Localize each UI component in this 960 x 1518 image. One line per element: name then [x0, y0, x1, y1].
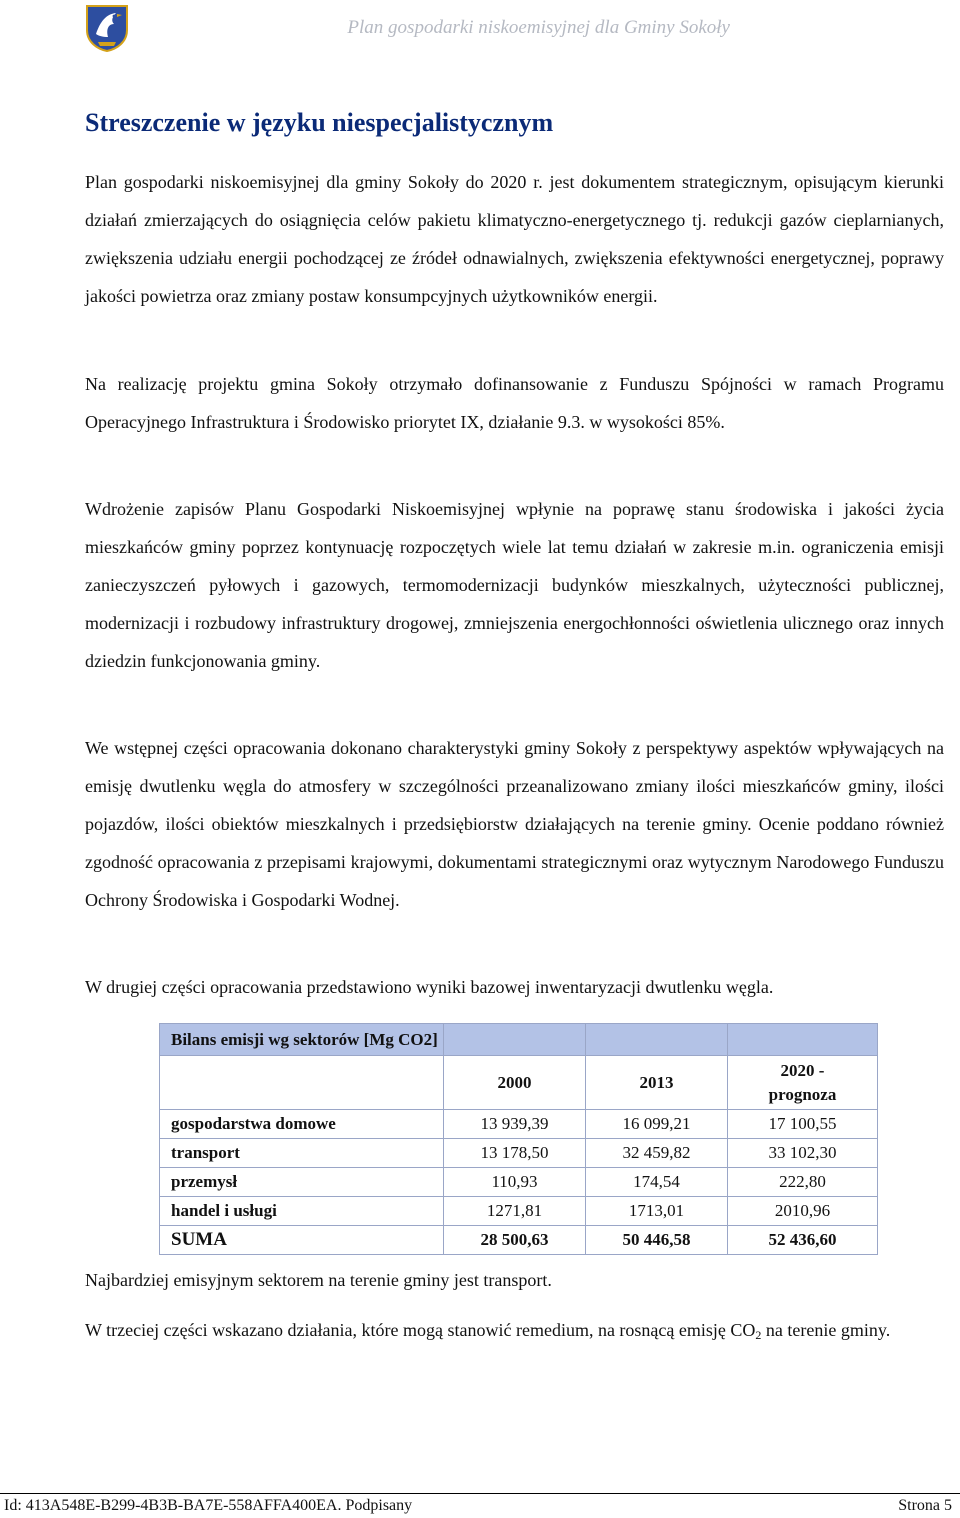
table-header-2020-note: prognoza — [768, 1084, 837, 1104]
paragraph-second-part: W drugiej części opracowania przedstawiono wyniki bazowej inwentaryzacji dwutlenku węgla. — [85, 977, 774, 997]
co2-subscript: 2 — [755, 1328, 762, 1342]
row-label: SUMA — [160, 1226, 444, 1255]
cell-2020: 17 100,55 — [728, 1110, 878, 1139]
cell-2020: 33 102,30 — [728, 1139, 878, 1168]
table-title: Bilans emisji wg sektorów [Mg CO2] — [160, 1024, 444, 1056]
cell-2020: 52 436,60 — [728, 1226, 878, 1255]
cell-2020: 222,80 — [728, 1168, 878, 1197]
paragraph-funding: Na realizację projektu gmina Sokoły otrzymało dofinansowanie z Funduszu Spójności w ramach Programu Operacyjnego Infrastruktura i Środowisko priorytet IX, działanie 9.3. w wysokości 85%. — [85, 374, 944, 432]
footer-page-number: Strona 5 — [898, 1497, 952, 1514]
table-title-cell — [444, 1024, 586, 1056]
cell-2020: 2010,96 — [728, 1197, 878, 1226]
table-header-empty — [160, 1056, 444, 1110]
table-title-cell — [586, 1024, 728, 1056]
page-title: Streszczenie w języku niespecjalistycznym — [85, 108, 554, 137]
table-header-2013: 2013 — [586, 1056, 728, 1110]
table-row — [160, 1110, 878, 1139]
footer-divider — [0, 1493, 960, 1494]
coat-of-arms-icon — [84, 4, 130, 52]
cell-2000: 110,93 — [444, 1168, 586, 1197]
table-header-2020 — [728, 1056, 878, 1110]
paragraph-third-part-start: W trzeciej części wskazano działania, które mogą stanowić remedium, na rosnącą emisję CO — [85, 1320, 756, 1340]
cell-2013: 50 446,58 — [586, 1226, 728, 1255]
row-label: handel i usługi — [160, 1197, 444, 1226]
paragraph-first-part: We wstępnej części opracowania dokonano charakterystyki gminy Sokoły z perspektywy aspektów wpływających na emisję dwutlenku węgla do atmosfery w szczególności przeanalizowano zmiany ilości mieszkańców gminy, ilości pojazdów, ilości obiektów mieszkalnych i przedsiębiorstw działających na terenie gminy. Ocenie poddano również zgodność opracowania z przepisami krajowymi, dokumentami strategicznymi oraz wytycznym Narodowego Funduszu Ochrony Środowiska i Gospodarki Wodnej. — [85, 738, 944, 910]
table-title-row — [160, 1024, 878, 1056]
row-label: transport — [160, 1139, 444, 1168]
row-label: gospodarstwa domowe — [160, 1110, 444, 1139]
table-header-2000: 2000 — [444, 1056, 586, 1110]
cell-2000: 28 500,63 — [444, 1226, 586, 1255]
table-row — [160, 1197, 878, 1226]
header-title: Plan gospodarki niskoemisyjnej dla Gminy Sokoły — [347, 17, 730, 38]
cell-2000: 13 178,50 — [444, 1139, 586, 1168]
table-header-2020-year: 2020 - — [780, 1060, 825, 1080]
row-label: przemysł — [160, 1168, 444, 1197]
table-row — [160, 1168, 878, 1197]
cell-2000: 1271,81 — [444, 1197, 586, 1226]
paragraph-implementation: Wdrożenie zapisów Planu Gospodarki Niskoemisyjnej wpłynie na poprawę stanu środowiska i jakości życia mieszkańców gminy poprzez kontynuację rozpoczętych wiele lat temu działań w zakresie m.in. ograniczenia emisji zanieczyszczeń pyłowych i gazowych, termomodernizacji budynków mieszkalnych, użyteczności publicznej, modernizacji i rozbudowy infrastruktury drogowej, zmniejszenia energochłonności oświetlenia ulicznego oraz innych dziedzin funkcjonowania gminy. — [85, 499, 944, 671]
cell-2013: 32 459,82 — [586, 1139, 728, 1168]
table-header-row — [160, 1056, 878, 1110]
paragraph-third-part-end: na terenie gminy. — [761, 1320, 891, 1340]
footer-document-id: Id: 413A548E-B299-4B3B-BA7E-558AFFA400EA. Podpisany — [4, 1497, 413, 1514]
cell-2000: 13 939,39 — [444, 1110, 586, 1139]
table-title-cell — [728, 1024, 878, 1056]
emissions-table — [159, 1023, 878, 1255]
cell-2013: 174,54 — [586, 1168, 728, 1197]
paragraph-intro: Plan gospodarki niskoemisyjnej dla gminy Sokoły do 2020 r. jest dokumentem strategicznym, opisującym kierunki działań zmierzających do osiągnięcia celów pakietu klimatyczno-energetycznego tj. redukcji gazów cieplarnianych, zwiększenia udziału energii pochodzącej ze źródeł odnawialnych, zwiększenia efektywności energetycznej, poprawy jakości powietrza oraz zmiany postaw konsumpcyjnych użytkowników energii. — [85, 172, 944, 306]
cell-2013: 1713,01 — [586, 1197, 728, 1226]
table-row-sum — [160, 1226, 878, 1255]
paragraph-third-part — [85, 1311, 944, 1354]
paragraph-transport: Najbardziej emisyjnym sektorem na terenie gminy jest transport. — [85, 1270, 552, 1290]
cell-2013: 16 099,21 — [586, 1110, 728, 1139]
table-row — [160, 1139, 878, 1168]
